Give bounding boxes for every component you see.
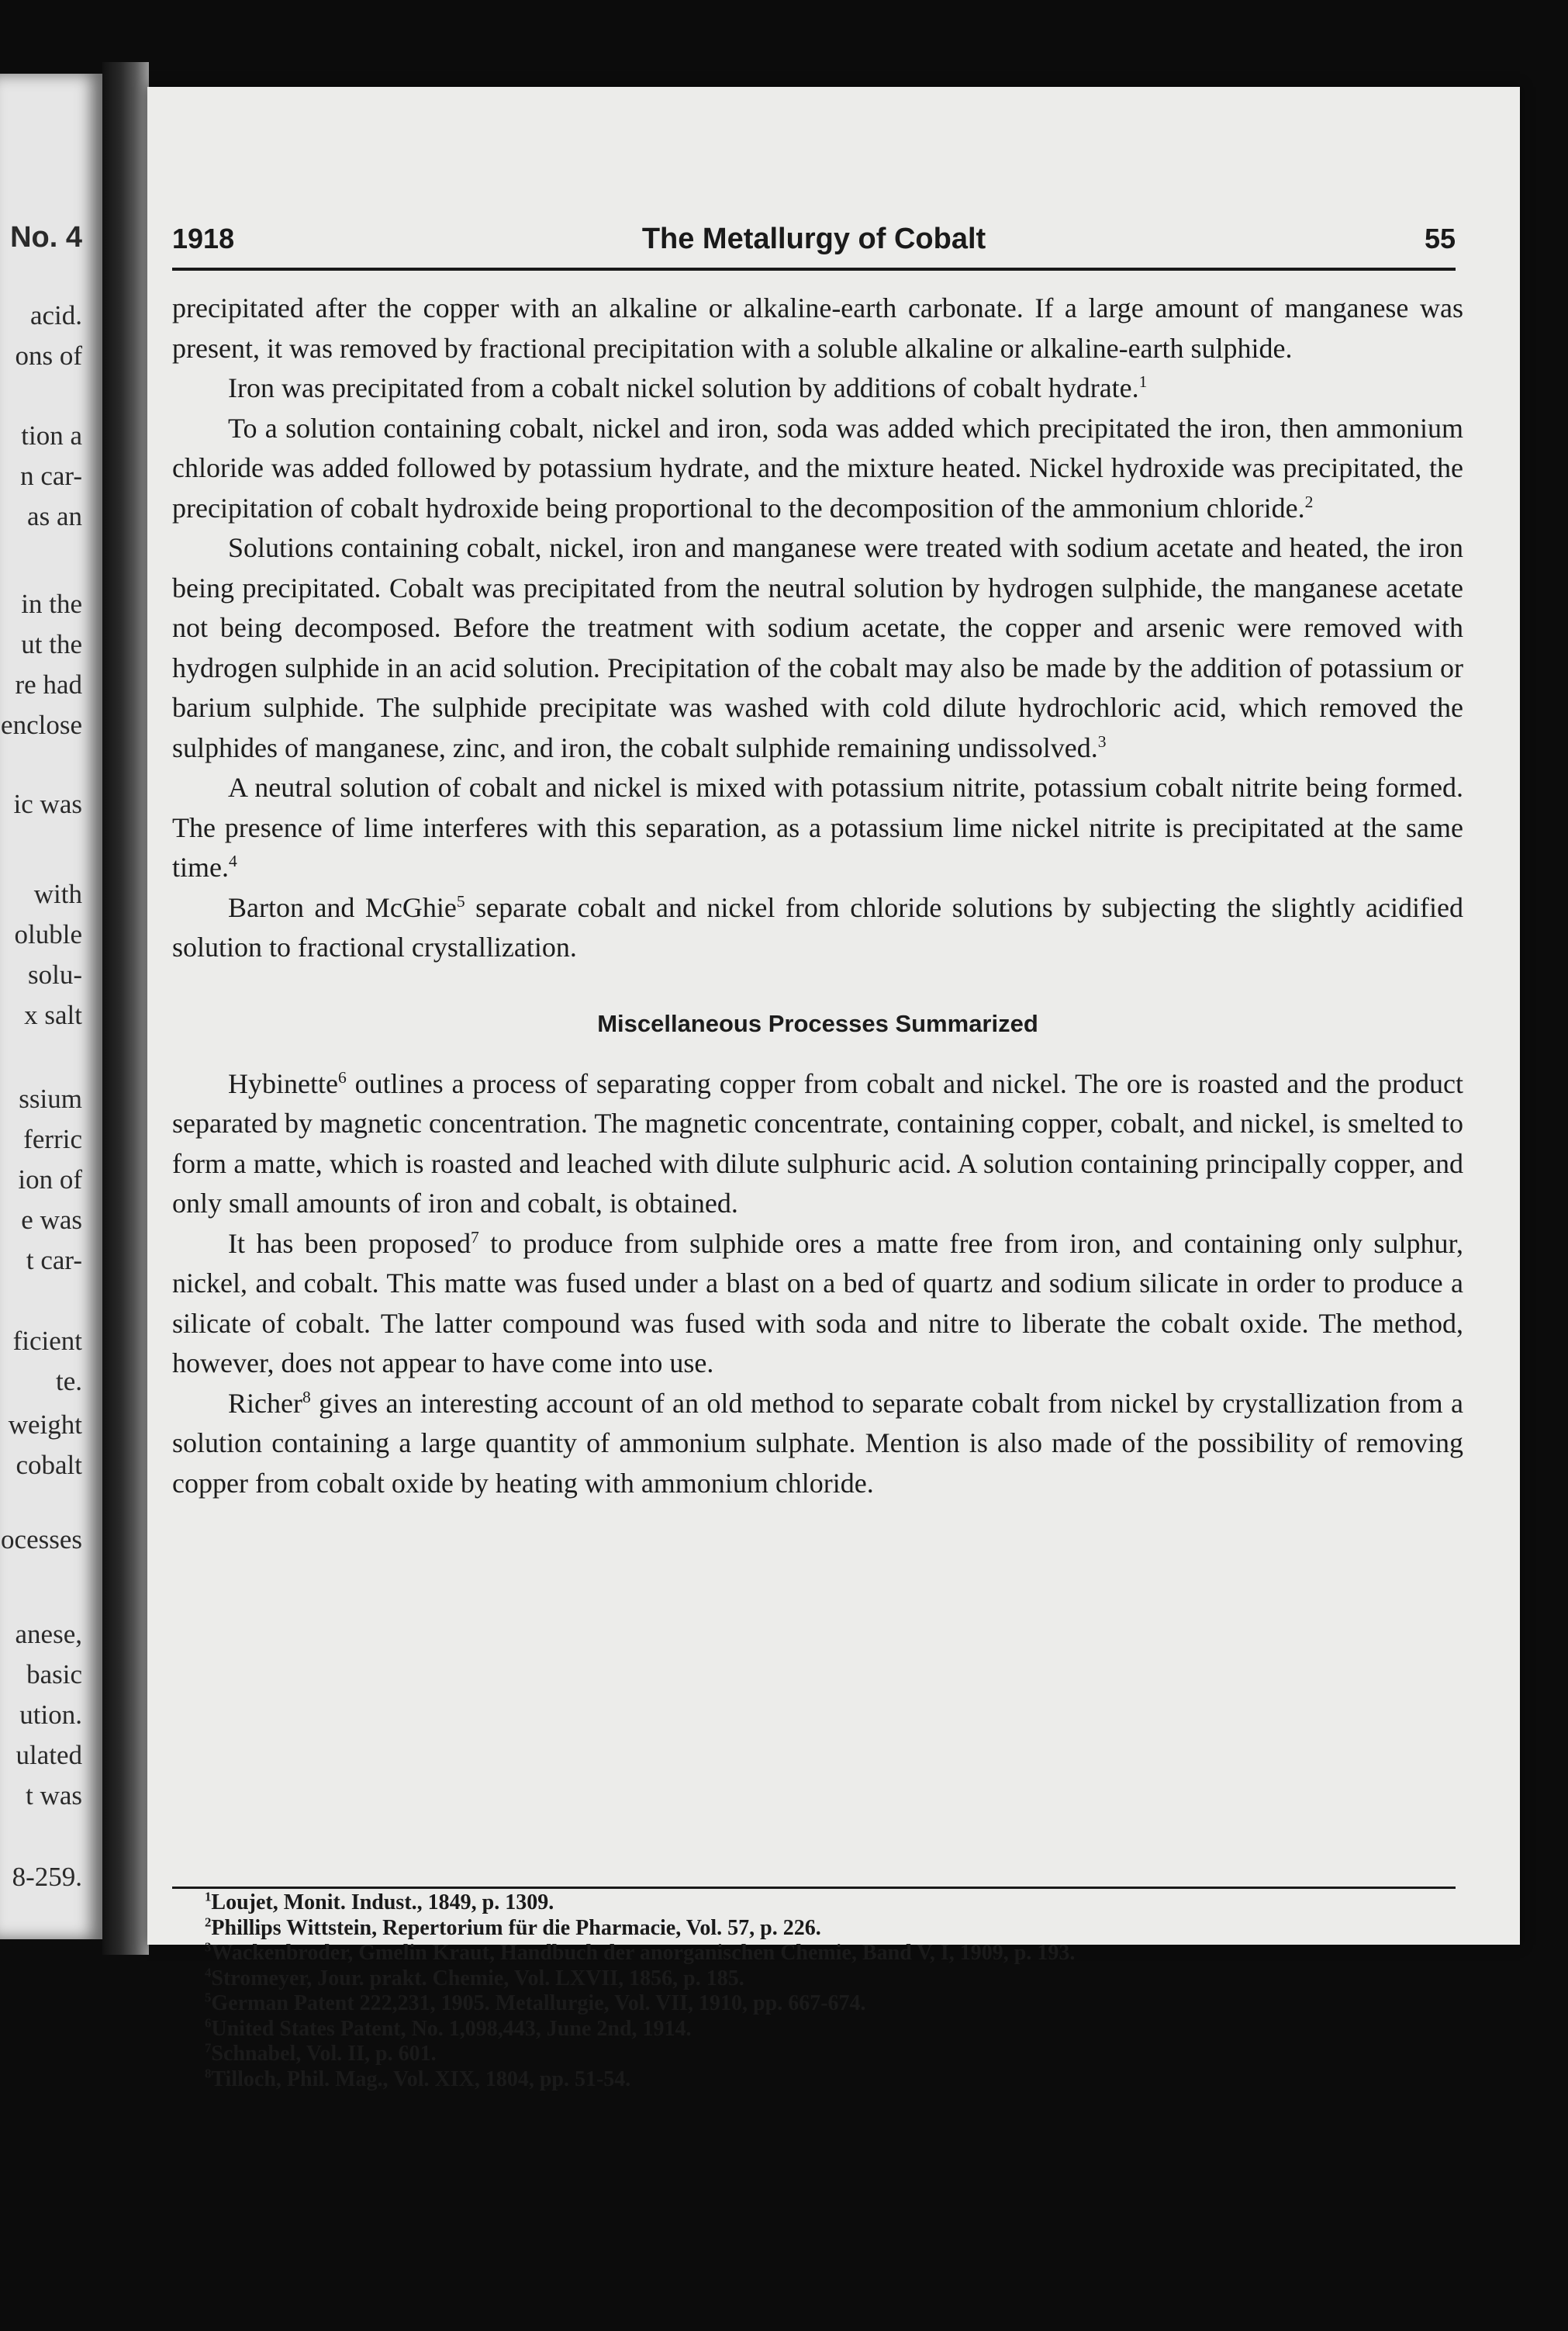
footnote-number: 5 bbox=[205, 1990, 212, 2005]
paragraph-text: It has been proposed bbox=[228, 1227, 471, 1259]
section-heading: Miscellaneous Processes Summarized bbox=[597, 1009, 1038, 1037]
paragraph-text: precipitated after the copper with an alkaline or alkaline-earth carbonate. If a large amount of manganese was present, it was removed by fractional precipitation with a soluble alkaline or alkaline-earth sulphide. bbox=[172, 292, 1463, 364]
footnote-number: 6 bbox=[205, 2015, 212, 2031]
paragraph-text: to produce from sulphide ores a matte free from iron, and containing only sulphur, nickel, and cobalt. This matte was fused under a blast on a bed of quartz and sodium silicate in order to produce a silicate of cobalt. The latter compound was fused with soda and nitre to liberate the cobalt oxide. The method, however, does not appear to have come into use. bbox=[172, 1227, 1463, 1378]
footnote-text: Loujet, Monit. Indust., 1849, p. 1309. bbox=[211, 1890, 554, 1914]
facing-page-line: ficient bbox=[12, 1326, 82, 1356]
footnote-rule bbox=[172, 1887, 1456, 1889]
paragraph-text: outlines a process of separating copper from cobalt and nickel. The ore is roasted and the product separated by magnetic concentration. The magnetic concentrate, containing copper, cobalt, and nickel, is smelted to form a matte, which is roasted and leached with dilute sulphuric acid. A solution containing principally copper, and only small amounts of iron and cobalt, is obtained. bbox=[172, 1067, 1463, 1219]
paragraph-text: Hybinette bbox=[228, 1067, 338, 1099]
paragraph-text: separate cobalt and nickel from chloride solutions by subjecting the slightly acidified solution to fractional crystallization. bbox=[172, 891, 1463, 963]
paragraph bbox=[172, 768, 1463, 888]
facing-page-line: acid. bbox=[29, 300, 82, 330]
facing-page-line: ut the bbox=[21, 629, 82, 659]
facing-page-line: as an bbox=[27, 501, 82, 531]
facing-page-line: enclose bbox=[1, 710, 82, 740]
facing-page-line: re had bbox=[15, 669, 82, 700]
book-page bbox=[147, 87, 1520, 2091]
facing-page-line: ution. bbox=[19, 1700, 82, 1730]
footnote bbox=[172, 1941, 1463, 1966]
footnote bbox=[172, 2042, 1463, 2067]
footnote-number: 3 bbox=[205, 1939, 212, 1955]
paragraph bbox=[172, 1064, 1463, 1224]
paragraph bbox=[172, 409, 1463, 529]
facing-page-line: ulated bbox=[16, 1740, 82, 1770]
facing-page-strip bbox=[0, 74, 102, 1939]
paragraph bbox=[172, 528, 1463, 768]
footnote-ref: 1 bbox=[1138, 372, 1148, 391]
facing-page-line: solu- bbox=[28, 960, 82, 990]
footnote-text: Wackenbroder, Gmelin Kraut, Handbuch der anorganischen Chemie, Band V, I, 1909, p. 193. bbox=[211, 1941, 1076, 1965]
facing-page-line: t was bbox=[26, 1780, 82, 1811]
paragraph bbox=[172, 1384, 1463, 1504]
footnote-number: 1 bbox=[205, 1889, 212, 1904]
facing-page-line: x salt bbox=[24, 1000, 82, 1030]
paragraph-text: To a solution containing cobalt, nickel and iron, soda was added which precipitated the iron, then ammonium chloride was added followed by potassium hydrate, and the mixture heated. Nickel hydroxide was precipitated, the precipitation of cobalt hydroxide being proportional to the decomposition of the ammonium chloride. bbox=[172, 412, 1463, 524]
paragraph bbox=[172, 289, 1463, 368]
paragraph-text: Iron was precipitated from a cobalt nickel solution by additions of cobalt hydrate. bbox=[228, 372, 1139, 403]
footnote-number: 4 bbox=[205, 1965, 212, 1980]
facing-page-line: t car- bbox=[26, 1245, 82, 1275]
header-rule bbox=[172, 268, 1456, 271]
running-header bbox=[172, 223, 1456, 266]
footnote-ref: 6 bbox=[337, 1067, 347, 1087]
paragraph bbox=[172, 368, 1463, 409]
footnote-number: 8 bbox=[205, 2066, 212, 2081]
page-number: 55 bbox=[1424, 223, 1456, 254]
footnote-number: 7 bbox=[205, 2040, 212, 2056]
header-title: The Metallurgy of Cobalt bbox=[641, 223, 986, 255]
paragraph-text: Richer bbox=[228, 1387, 302, 1419]
paragraph-text: Barton and McGhie bbox=[228, 891, 457, 923]
facing-page-line: te. bbox=[55, 1366, 82, 1396]
facing-page-line: weight bbox=[8, 1409, 82, 1440]
page-body bbox=[172, 289, 1463, 1503]
facing-page-line: ocesses bbox=[1, 1524, 82, 1555]
footnote-number: 2 bbox=[205, 1914, 212, 1930]
footnote-text: Stromeyer, Jour. prakt. Chemie, Vol. LXVII, 1856, p. 185. bbox=[211, 1966, 744, 1990]
facing-page-line: basic bbox=[26, 1659, 82, 1689]
paragraph-text: Solutions containing cobalt, nickel, iron and manganese were treated with sodium acetate and heated, the iron being precipitated. Cobalt was precipitated from the neutral solution by hydrogen sulphide, the manganese acetate not being decomposed. Before the treatment with sodium acetate, the copper and arsenic were removed with hydrogen sulphide in an acid solution. Precipitation of the cobalt may also be made by the addition of potassium or barium sulphide. The sulphide precipitate was washed with cold dilute hydrochloric acid, which removed the sulphides of manganese, zinc, and iron, the cobalt sulphide remaining undissolved. bbox=[172, 532, 1463, 763]
footnote-text: Schnabel, Vol. II, p. 601. bbox=[211, 2042, 437, 2066]
facing-page-line: with bbox=[33, 879, 82, 909]
facing-page-line: anese, bbox=[15, 1619, 82, 1649]
footnote bbox=[172, 2017, 1463, 2042]
paragraph-text: gives an interesting account of an old method to separate cobalt from nickel by crystallization from a solution containing a large quantity of ammonium sulphate. Mention is also made of the possibility of removing copper from cobalt oxide by heating with ammonium chloride. bbox=[172, 1387, 1463, 1499]
book-gutter bbox=[102, 62, 149, 1955]
footnote-ref: 8 bbox=[302, 1387, 311, 1406]
facing-page-line: oluble bbox=[14, 919, 82, 949]
facing-page-line: n car- bbox=[20, 461, 82, 491]
facing-page-line: cobalt bbox=[16, 1450, 82, 1480]
facing-page-number: No. 4 bbox=[10, 221, 82, 254]
facing-page-line: 8-259. bbox=[12, 1862, 82, 1892]
footnote bbox=[172, 1890, 1463, 1916]
footnote-text: United States Patent, No. 1,098,443, June 2nd, 1914. bbox=[211, 2016, 692, 2041]
facing-page-line: in the bbox=[21, 589, 82, 619]
footnote-text: Tilloch, Phil. Mag., Vol. XIX, 1804, pp. 51-54. bbox=[211, 2066, 631, 2091]
facing-page-line: tion a bbox=[21, 420, 82, 451]
facing-page-line: ferric bbox=[23, 1124, 82, 1154]
facing-page-line: ons of bbox=[15, 341, 82, 371]
facing-page-line: ssium bbox=[19, 1084, 82, 1114]
footnote-ref: 4 bbox=[228, 852, 237, 870]
footnote-ref: 2 bbox=[1304, 492, 1314, 511]
footnote-ref: 3 bbox=[1097, 731, 1107, 751]
footnote-text: Phillips Wittstein, Repertorium für die Pharmacie, Vol. 57, p. 226. bbox=[211, 1915, 821, 1940]
footnotes bbox=[172, 1890, 1463, 2092]
footnote-ref: 7 bbox=[470, 1227, 479, 1247]
footnote-text: German Patent 222,231, 1905. Metallurgie, Vol. VII, 1910, pp. 667-674. bbox=[211, 1991, 866, 2015]
footnote-ref: 5 bbox=[456, 891, 465, 911]
paragraph-text: A neutral solution of cobalt and nickel is mixed with potassium nitrite, potassium cobalt nitrite being formed. The presence of lime interferes with this separation, as a potassium lime nickel nitrite is precipitated at the same time. bbox=[172, 772, 1463, 883]
footnote bbox=[172, 2067, 1463, 2093]
facing-page-line: ic was bbox=[13, 789, 82, 819]
header-year: 1918 bbox=[172, 223, 235, 254]
footnote bbox=[172, 1991, 1463, 2017]
paragraph bbox=[172, 888, 1463, 968]
paragraph bbox=[172, 1224, 1463, 1384]
facing-page-line: ion of bbox=[18, 1164, 82, 1195]
footnote bbox=[172, 1966, 1463, 1992]
facing-page-line: e was bbox=[21, 1205, 82, 1235]
footnote bbox=[172, 1916, 1463, 1942]
